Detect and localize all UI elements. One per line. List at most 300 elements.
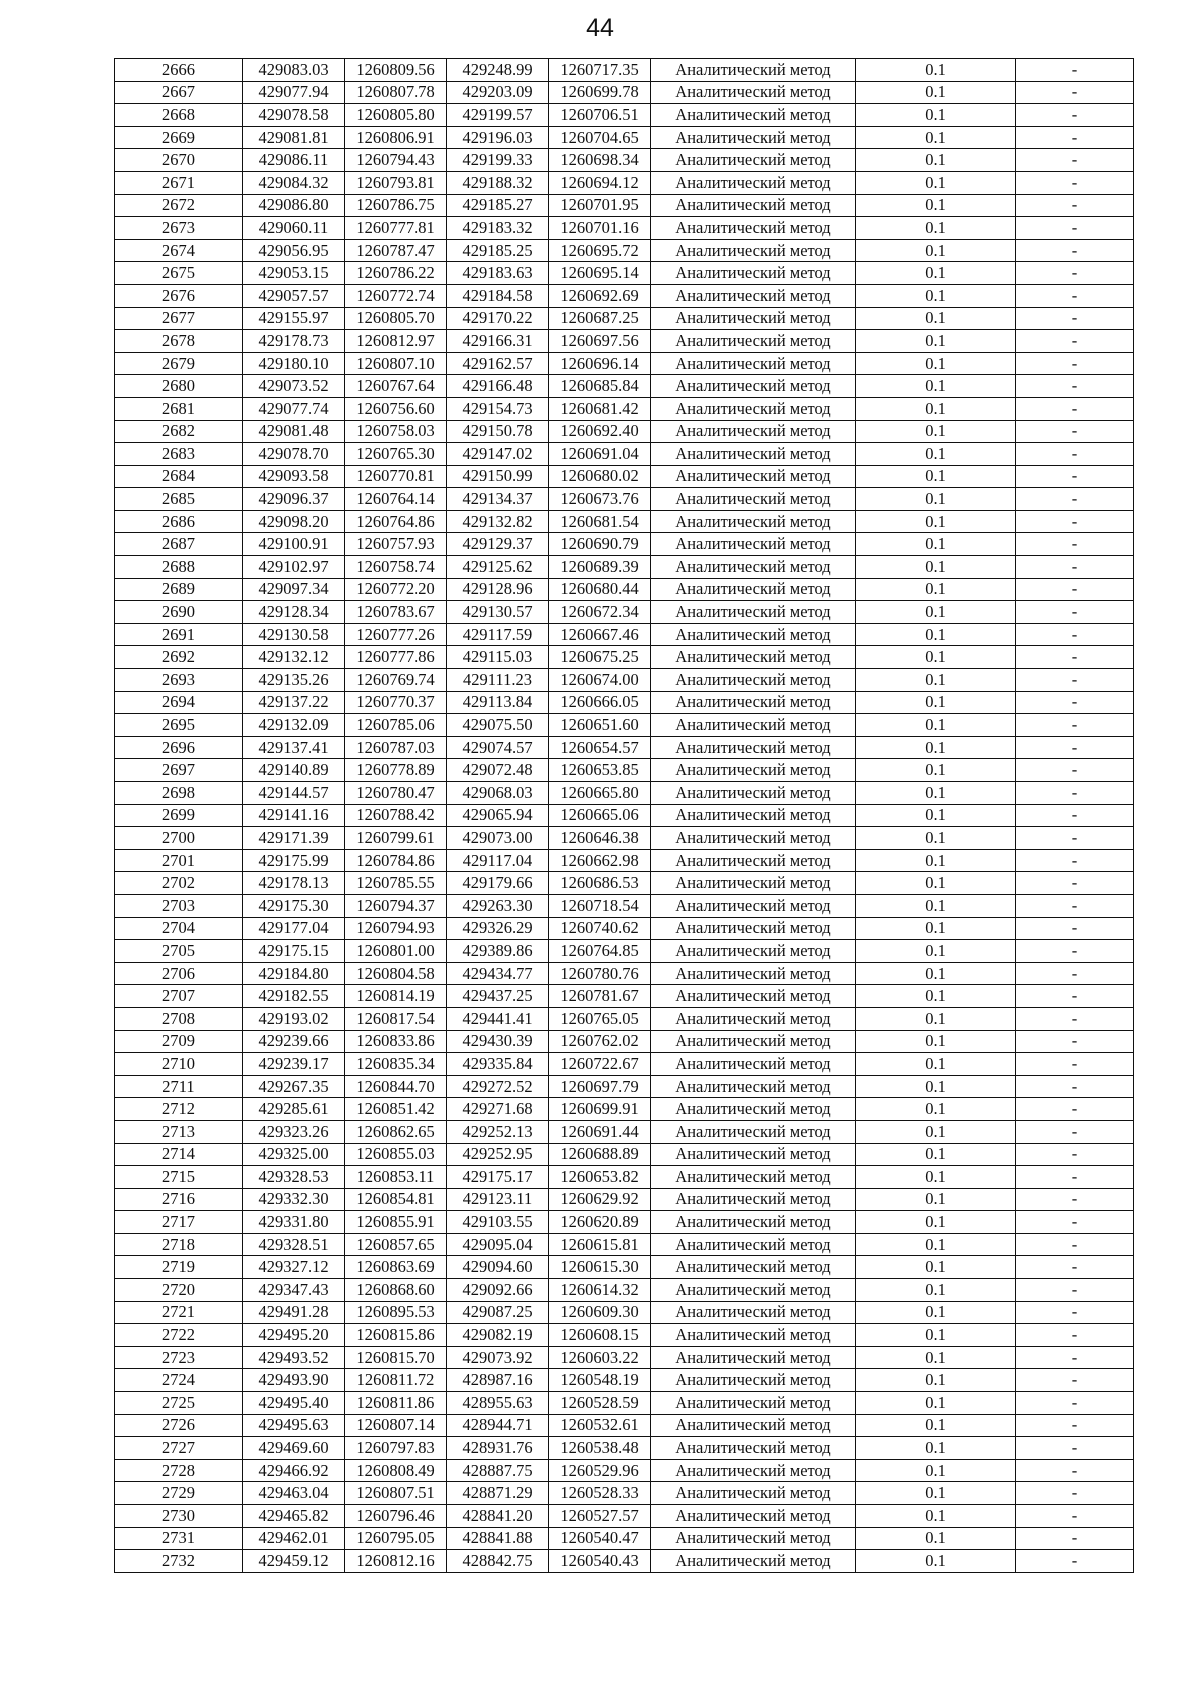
- x1-cell: 429057.57: [243, 284, 345, 307]
- method-cell: Аналитический метод: [651, 1437, 856, 1460]
- point-number-cell: 2707: [115, 985, 243, 1008]
- y2-cell: 1260651.60: [549, 714, 651, 737]
- x1-cell: 429137.41: [243, 736, 345, 759]
- point-number-cell: 2691: [115, 623, 243, 646]
- y1-cell: 1260857.65: [345, 1233, 447, 1256]
- method-cell: Аналитический метод: [651, 1482, 856, 1505]
- error-cell: 0.1: [856, 1075, 1016, 1098]
- x1-cell: 429098.20: [243, 510, 345, 533]
- x2-cell: 429147.02: [447, 443, 549, 466]
- note-cell: -: [1016, 330, 1134, 353]
- x1-cell: 429155.97: [243, 307, 345, 330]
- note-cell: -: [1016, 81, 1134, 104]
- x2-cell: 429073.92: [447, 1346, 549, 1369]
- point-number-cell: 2687: [115, 533, 243, 556]
- table-row: [115, 1324, 1134, 1347]
- table-row: [115, 940, 1134, 963]
- note-cell: -: [1016, 623, 1134, 646]
- method-cell: Аналитический метод: [651, 307, 856, 330]
- error-cell: 0.1: [856, 352, 1016, 375]
- point-number-cell: 2701: [115, 849, 243, 872]
- method-cell: Аналитический метод: [651, 940, 856, 963]
- error-cell: 0.1: [856, 533, 1016, 556]
- x2-cell: 429150.78: [447, 420, 549, 443]
- point-number-cell: 2718: [115, 1233, 243, 1256]
- y2-cell: 1260686.53: [549, 872, 651, 895]
- y2-cell: 1260527.57: [549, 1505, 651, 1528]
- x1-cell: 429093.58: [243, 465, 345, 488]
- method-cell: Аналитический метод: [651, 849, 856, 872]
- table-row: [115, 1075, 1134, 1098]
- note-cell: -: [1016, 1143, 1134, 1166]
- note-cell: -: [1016, 488, 1134, 511]
- note-cell: -: [1016, 1211, 1134, 1234]
- point-number-cell: 2674: [115, 239, 243, 262]
- error-cell: 0.1: [856, 1550, 1016, 1573]
- note-cell: -: [1016, 194, 1134, 217]
- point-number-cell: 2722: [115, 1324, 243, 1347]
- method-cell: Аналитический метод: [651, 1233, 856, 1256]
- method-cell: Аналитический метод: [651, 262, 856, 285]
- y2-cell: 1260540.43: [549, 1550, 651, 1573]
- table-row: [115, 601, 1134, 624]
- y1-cell: 1260809.56: [345, 59, 447, 82]
- x2-cell: 429123.11: [447, 1188, 549, 1211]
- point-number-cell: 2702: [115, 872, 243, 895]
- point-number-cell: 2680: [115, 375, 243, 398]
- y1-cell: 1260765.30: [345, 443, 447, 466]
- x1-cell: 429084.32: [243, 171, 345, 194]
- point-number-cell: 2717: [115, 1211, 243, 1234]
- y1-cell: 1260783.67: [345, 601, 447, 624]
- note-cell: -: [1016, 601, 1134, 624]
- x2-cell: 429074.57: [447, 736, 549, 759]
- y1-cell: 1260756.60: [345, 397, 447, 420]
- x1-cell: 429331.80: [243, 1211, 345, 1234]
- point-number-cell: 2696: [115, 736, 243, 759]
- point-number-cell: 2668: [115, 104, 243, 127]
- x1-cell: 429239.17: [243, 1053, 345, 1076]
- note-cell: -: [1016, 1256, 1134, 1279]
- point-number-cell: 2681: [115, 397, 243, 420]
- x2-cell: 429199.33: [447, 149, 549, 172]
- y2-cell: 1260680.02: [549, 465, 651, 488]
- error-cell: 0.1: [856, 849, 1016, 872]
- note-cell: -: [1016, 962, 1134, 985]
- point-number-cell: 2678: [115, 330, 243, 353]
- error-cell: 0.1: [856, 1369, 1016, 1392]
- error-cell: 0.1: [856, 194, 1016, 217]
- note-cell: -: [1016, 669, 1134, 692]
- y1-cell: 1260785.55: [345, 872, 447, 895]
- note-cell: -: [1016, 1414, 1134, 1437]
- x2-cell: 429117.59: [447, 623, 549, 646]
- method-cell: Аналитический метод: [651, 1143, 856, 1166]
- note-cell: -: [1016, 1324, 1134, 1347]
- y1-cell: 1260807.78: [345, 81, 447, 104]
- y1-cell: 1260788.42: [345, 804, 447, 827]
- error-cell: 0.1: [856, 262, 1016, 285]
- y1-cell: 1260804.58: [345, 962, 447, 985]
- y2-cell: 1260653.82: [549, 1166, 651, 1189]
- y1-cell: 1260863.69: [345, 1256, 447, 1279]
- y2-cell: 1260532.61: [549, 1414, 651, 1437]
- point-number-cell: 2715: [115, 1166, 243, 1189]
- method-cell: Аналитический метод: [651, 578, 856, 601]
- point-number-cell: 2706: [115, 962, 243, 985]
- x2-cell: 429150.99: [447, 465, 549, 488]
- error-cell: 0.1: [856, 1233, 1016, 1256]
- x1-cell: 429495.20: [243, 1324, 345, 1347]
- method-cell: Аналитический метод: [651, 1279, 856, 1302]
- table-row: [115, 1188, 1134, 1211]
- y2-cell: 1260740.62: [549, 917, 651, 940]
- y2-cell: 1260528.33: [549, 1482, 651, 1505]
- x2-cell: 429199.57: [447, 104, 549, 127]
- point-number-cell: 2667: [115, 81, 243, 104]
- note-cell: -: [1016, 126, 1134, 149]
- y2-cell: 1260706.51: [549, 104, 651, 127]
- y1-cell: 1260777.86: [345, 646, 447, 669]
- error-cell: 0.1: [856, 1030, 1016, 1053]
- y1-cell: 1260817.54: [345, 1007, 447, 1030]
- note-cell: -: [1016, 1301, 1134, 1324]
- error-cell: 0.1: [856, 104, 1016, 127]
- method-cell: Аналитический метод: [651, 330, 856, 353]
- y1-cell: 1260808.49: [345, 1459, 447, 1482]
- point-number-cell: 2692: [115, 646, 243, 669]
- y2-cell: 1260674.00: [549, 669, 651, 692]
- error-cell: 0.1: [856, 1301, 1016, 1324]
- method-cell: Аналитический метод: [651, 669, 856, 692]
- y1-cell: 1260794.93: [345, 917, 447, 940]
- note-cell: -: [1016, 307, 1134, 330]
- y2-cell: 1260615.81: [549, 1233, 651, 1256]
- table-row: [115, 217, 1134, 240]
- x2-cell: 429130.57: [447, 601, 549, 624]
- table-row: [115, 375, 1134, 398]
- method-cell: Аналитический метод: [651, 1369, 856, 1392]
- x1-cell: 429102.97: [243, 556, 345, 579]
- error-cell: 0.1: [856, 940, 1016, 963]
- method-cell: Аналитический метод: [651, 1414, 856, 1437]
- x2-cell: 429115.03: [447, 646, 549, 669]
- y1-cell: 1260835.34: [345, 1053, 447, 1076]
- point-number-cell: 2732: [115, 1550, 243, 1573]
- method-cell: Аналитический метод: [651, 985, 856, 1008]
- page-number: 44: [586, 14, 614, 42]
- x1-cell: 429466.92: [243, 1459, 345, 1482]
- note-cell: -: [1016, 533, 1134, 556]
- x2-cell: 429073.00: [447, 827, 549, 850]
- note-cell: -: [1016, 1030, 1134, 1053]
- y1-cell: 1260786.75: [345, 194, 447, 217]
- table-row: [115, 1098, 1134, 1121]
- point-number-cell: 2725: [115, 1392, 243, 1415]
- y2-cell: 1260528.59: [549, 1392, 651, 1415]
- y2-cell: 1260548.19: [549, 1369, 651, 1392]
- y1-cell: 1260862.65: [345, 1120, 447, 1143]
- x2-cell: 429335.84: [447, 1053, 549, 1076]
- error-cell: 0.1: [856, 217, 1016, 240]
- y2-cell: 1260765.05: [549, 1007, 651, 1030]
- error-cell: 0.1: [856, 1324, 1016, 1347]
- y2-cell: 1260692.40: [549, 420, 651, 443]
- y1-cell: 1260797.83: [345, 1437, 447, 1460]
- point-number-cell: 2695: [115, 714, 243, 737]
- y2-cell: 1260687.25: [549, 307, 651, 330]
- x1-cell: 429239.66: [243, 1030, 345, 1053]
- error-cell: 0.1: [856, 307, 1016, 330]
- y1-cell: 1260793.81: [345, 171, 447, 194]
- x2-cell: 429092.66: [447, 1279, 549, 1302]
- y2-cell: 1260695.72: [549, 239, 651, 262]
- method-cell: Аналитический метод: [651, 1346, 856, 1369]
- y2-cell: 1260690.79: [549, 533, 651, 556]
- x2-cell: 429183.32: [447, 217, 549, 240]
- table-row: [115, 307, 1134, 330]
- note-cell: -: [1016, 1459, 1134, 1482]
- error-cell: 0.1: [856, 171, 1016, 194]
- x1-cell: 429137.22: [243, 691, 345, 714]
- method-cell: Аналитический метод: [651, 171, 856, 194]
- x1-cell: 429267.35: [243, 1075, 345, 1098]
- x2-cell: 429252.95: [447, 1143, 549, 1166]
- note-cell: -: [1016, 1075, 1134, 1098]
- method-cell: Аналитический метод: [651, 126, 856, 149]
- x1-cell: 429182.55: [243, 985, 345, 1008]
- y1-cell: 1260769.74: [345, 669, 447, 692]
- note-cell: -: [1016, 917, 1134, 940]
- x2-cell: 429272.52: [447, 1075, 549, 1098]
- error-cell: 0.1: [856, 397, 1016, 420]
- y1-cell: 1260812.97: [345, 330, 447, 353]
- x2-cell: 428842.75: [447, 1550, 549, 1573]
- table-row: [115, 578, 1134, 601]
- x1-cell: 429132.09: [243, 714, 345, 737]
- method-cell: Аналитический метод: [651, 759, 856, 782]
- x1-cell: 429097.34: [243, 578, 345, 601]
- x2-cell: 428955.63: [447, 1392, 549, 1415]
- note-cell: -: [1016, 149, 1134, 172]
- table-row: [115, 533, 1134, 556]
- y1-cell: 1260764.14: [345, 488, 447, 511]
- x1-cell: 429141.16: [243, 804, 345, 827]
- table-row: [115, 1143, 1134, 1166]
- method-cell: Аналитический метод: [651, 1098, 856, 1121]
- note-cell: -: [1016, 556, 1134, 579]
- method-cell: Аналитический метод: [651, 1256, 856, 1279]
- error-cell: 0.1: [856, 488, 1016, 511]
- note-cell: -: [1016, 1120, 1134, 1143]
- error-cell: 0.1: [856, 894, 1016, 917]
- y2-cell: 1260665.80: [549, 782, 651, 805]
- point-number-cell: 2726: [115, 1414, 243, 1437]
- point-number-cell: 2731: [115, 1527, 243, 1550]
- method-cell: Аналитический метод: [651, 872, 856, 895]
- table-row: [115, 782, 1134, 805]
- error-cell: 0.1: [856, 1053, 1016, 1076]
- y2-cell: 1260695.14: [549, 262, 651, 285]
- y1-cell: 1260772.20: [345, 578, 447, 601]
- y1-cell: 1260794.37: [345, 894, 447, 917]
- point-number-cell: 2730: [115, 1505, 243, 1528]
- method-cell: Аналитический метод: [651, 962, 856, 985]
- error-cell: 0.1: [856, 1166, 1016, 1189]
- point-number-cell: 2689: [115, 578, 243, 601]
- x2-cell: 429203.09: [447, 81, 549, 104]
- note-cell: -: [1016, 262, 1134, 285]
- error-cell: 0.1: [856, 1482, 1016, 1505]
- x2-cell: 428931.76: [447, 1437, 549, 1460]
- error-cell: 0.1: [856, 239, 1016, 262]
- point-number-cell: 2716: [115, 1188, 243, 1211]
- y2-cell: 1260662.98: [549, 849, 651, 872]
- note-cell: -: [1016, 736, 1134, 759]
- note-cell: -: [1016, 1166, 1134, 1189]
- method-cell: Аналитический метод: [651, 443, 856, 466]
- table-row: [115, 465, 1134, 488]
- table-row: [115, 691, 1134, 714]
- method-cell: Аналитический метод: [651, 149, 856, 172]
- y2-cell: 1260718.54: [549, 894, 651, 917]
- error-cell: 0.1: [856, 59, 1016, 82]
- method-cell: Аналитический метод: [651, 1166, 856, 1189]
- table-row: [115, 1030, 1134, 1053]
- method-cell: Аналитический метод: [651, 714, 856, 737]
- point-number-cell: 2666: [115, 59, 243, 82]
- x2-cell: 429430.39: [447, 1030, 549, 1053]
- x1-cell: 429140.89: [243, 759, 345, 782]
- y2-cell: 1260665.06: [549, 804, 651, 827]
- note-cell: -: [1016, 465, 1134, 488]
- y1-cell: 1260758.03: [345, 420, 447, 443]
- point-number-cell: 2693: [115, 669, 243, 692]
- point-number-cell: 2729: [115, 1482, 243, 1505]
- table-row: [115, 59, 1134, 82]
- x1-cell: 429285.61: [243, 1098, 345, 1121]
- x1-cell: 429323.26: [243, 1120, 345, 1143]
- x2-cell: 429271.68: [447, 1098, 549, 1121]
- x1-cell: 429073.52: [243, 375, 345, 398]
- y1-cell: 1260815.86: [345, 1324, 447, 1347]
- y1-cell: 1260787.03: [345, 736, 447, 759]
- y1-cell: 1260807.51: [345, 1482, 447, 1505]
- x2-cell: 429437.25: [447, 985, 549, 1008]
- y2-cell: 1260762.02: [549, 1030, 651, 1053]
- x2-cell: 429389.86: [447, 940, 549, 963]
- note-cell: -: [1016, 352, 1134, 375]
- x1-cell: 429175.30: [243, 894, 345, 917]
- error-cell: 0.1: [856, 736, 1016, 759]
- point-number-cell: 2710: [115, 1053, 243, 1076]
- note-cell: -: [1016, 171, 1134, 194]
- point-number-cell: 2685: [115, 488, 243, 511]
- table-row: [115, 1233, 1134, 1256]
- error-cell: 0.1: [856, 1098, 1016, 1121]
- error-cell: 0.1: [856, 443, 1016, 466]
- y2-cell: 1260696.14: [549, 352, 651, 375]
- y1-cell: 1260833.86: [345, 1030, 447, 1053]
- point-number-cell: 2679: [115, 352, 243, 375]
- error-cell: 0.1: [856, 1188, 1016, 1211]
- x2-cell: 429134.37: [447, 488, 549, 511]
- table-row: [115, 1007, 1134, 1030]
- error-cell: 0.1: [856, 1437, 1016, 1460]
- error-cell: 0.1: [856, 917, 1016, 940]
- error-cell: 0.1: [856, 81, 1016, 104]
- y2-cell: 1260699.91: [549, 1098, 651, 1121]
- error-cell: 0.1: [856, 465, 1016, 488]
- x1-cell: 429144.57: [243, 782, 345, 805]
- y1-cell: 1260807.10: [345, 352, 447, 375]
- x1-cell: 429347.43: [243, 1279, 345, 1302]
- y1-cell: 1260770.37: [345, 691, 447, 714]
- table-row: [115, 420, 1134, 443]
- x2-cell: 429196.03: [447, 126, 549, 149]
- point-number-cell: 2712: [115, 1098, 243, 1121]
- table-row: [115, 488, 1134, 511]
- x2-cell: 429441.41: [447, 1007, 549, 1030]
- x2-cell: 429252.13: [447, 1120, 549, 1143]
- x2-cell: 429166.48: [447, 375, 549, 398]
- x2-cell: 429179.66: [447, 872, 549, 895]
- x1-cell: 429193.02: [243, 1007, 345, 1030]
- y2-cell: 1260722.67: [549, 1053, 651, 1076]
- y1-cell: 1260786.22: [345, 262, 447, 285]
- error-cell: 0.1: [856, 510, 1016, 533]
- point-number-cell: 2675: [115, 262, 243, 285]
- method-cell: Аналитический метод: [651, 104, 856, 127]
- y2-cell: 1260691.44: [549, 1120, 651, 1143]
- method-cell: Аналитический метод: [651, 1053, 856, 1076]
- method-cell: Аналитический метод: [651, 284, 856, 307]
- y1-cell: 1260812.16: [345, 1550, 447, 1573]
- x1-cell: 429132.12: [243, 646, 345, 669]
- x1-cell: 429077.94: [243, 81, 345, 104]
- table-row: [115, 104, 1134, 127]
- note-cell: -: [1016, 284, 1134, 307]
- x1-cell: 429177.04: [243, 917, 345, 940]
- x2-cell: 429154.73: [447, 397, 549, 420]
- y2-cell: 1260646.38: [549, 827, 651, 850]
- note-cell: -: [1016, 849, 1134, 872]
- y1-cell: 1260811.72: [345, 1369, 447, 1392]
- table-row: [115, 352, 1134, 375]
- note-cell: -: [1016, 1482, 1134, 1505]
- method-cell: Аналитический метод: [651, 1324, 856, 1347]
- table-row: [115, 623, 1134, 646]
- table-row: [115, 736, 1134, 759]
- table-row: [115, 397, 1134, 420]
- y1-cell: 1260796.46: [345, 1505, 447, 1528]
- note-cell: -: [1016, 1392, 1134, 1415]
- x2-cell: 429072.48: [447, 759, 549, 782]
- table-body: [115, 59, 1134, 1573]
- x1-cell: 429462.01: [243, 1527, 345, 1550]
- x2-cell: 429188.32: [447, 171, 549, 194]
- method-cell: Аналитический метод: [651, 397, 856, 420]
- x2-cell: 429185.27: [447, 194, 549, 217]
- x1-cell: 429096.37: [243, 488, 345, 511]
- method-cell: Аналитический метод: [651, 917, 856, 940]
- y1-cell: 1260794.43: [345, 149, 447, 172]
- table-row: [115, 1550, 1134, 1573]
- x1-cell: 429495.40: [243, 1392, 345, 1415]
- point-number-cell: 2700: [115, 827, 243, 850]
- y2-cell: 1260603.22: [549, 1346, 651, 1369]
- x2-cell: 429434.77: [447, 962, 549, 985]
